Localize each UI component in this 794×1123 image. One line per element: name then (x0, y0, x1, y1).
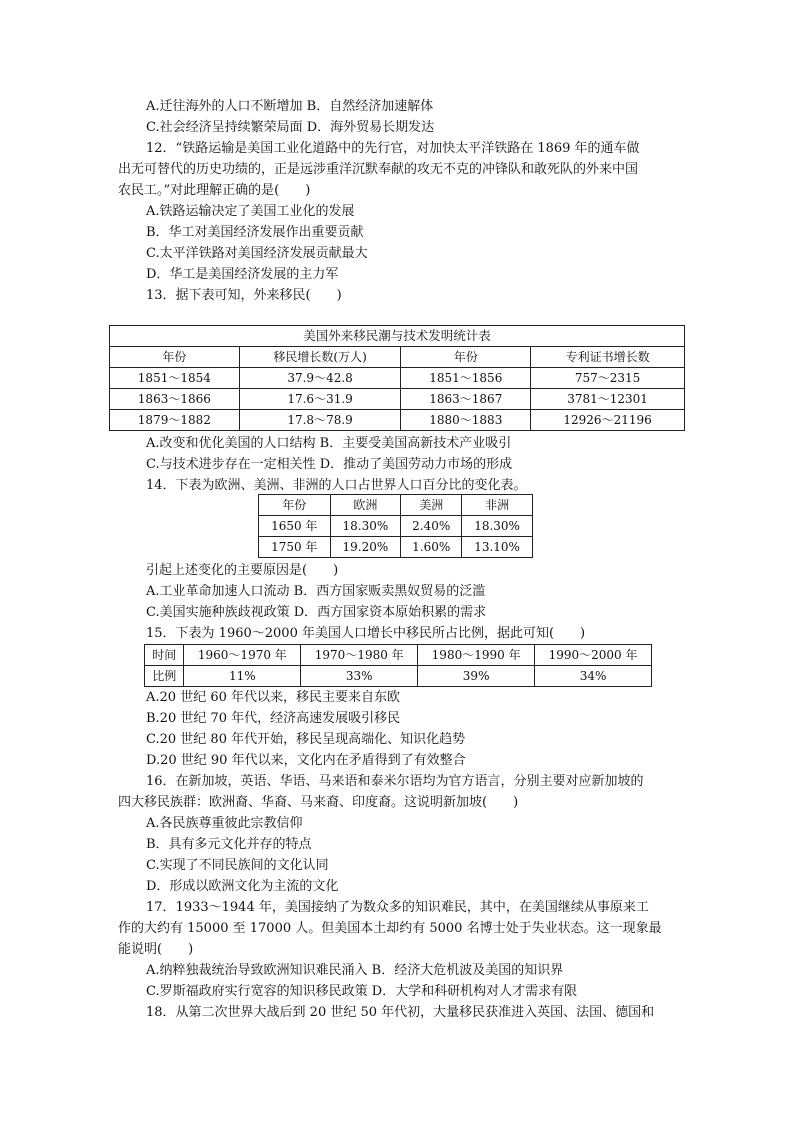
table-header-cell: 美洲 (401, 495, 462, 516)
table-cell: 11% (184, 666, 301, 687)
table-cell: 37.9～42.8 (239, 368, 401, 389)
q17-stem-line2: 作的大约有 15000 至 17000 人。但美国本土却约有 5000 名博士处于失业状态。这一现象最 (118, 921, 662, 936)
table-cell: 33% (301, 666, 418, 687)
table-header-cell: 时间 (145, 645, 184, 666)
table-header-cell: 非洲 (462, 495, 533, 516)
population-share-table (258, 494, 533, 558)
table-header-cell: 欧洲 (330, 495, 401, 516)
table-cell: 17.8～78.9 (239, 410, 401, 431)
table-cell: 19.20% (330, 537, 401, 558)
q15-option-b: B.20 世纪 70 年代，经济高速发展吸引移民 (146, 711, 401, 726)
q12-option-c: C.太平洋铁路对美国经济发展贡献最大 (146, 246, 368, 261)
q11-options-ab: A.迁往海外的人口不断增加 B．自然经济加速解体 (146, 99, 434, 114)
table-row (110, 368, 685, 389)
table-header-cell: 年份 (401, 347, 531, 368)
immigration-ratio-table (144, 644, 652, 687)
q17-stem-line3: 能说明( ) (118, 942, 194, 957)
table-row (110, 410, 685, 431)
q13-stem: 13．据下表可知，外来移民( ) (146, 288, 342, 303)
table-cell: 1851～1854 (110, 368, 240, 389)
q12-option-b: B．华工对美国经济发展作出重要贡献 (146, 225, 364, 240)
q13-options-ab: A.改变和优化美国的人口结构 B．主要受美国高新技术产业吸引 (146, 436, 512, 451)
q17-options-cd: C.罗斯福政府实行宽容的知识移民政策 D．大学和科研机构对人才需求有限 (146, 984, 578, 999)
table-caption: 美国外来移民潮与技术发明统计表 (110, 326, 685, 347)
table-row (145, 666, 652, 687)
table-cell: 1851～1856 (401, 368, 531, 389)
table-cell: 39% (418, 666, 535, 687)
immigration-patent-table (109, 325, 685, 431)
table-cell: 1880～1883 (401, 410, 531, 431)
table-header-row (145, 645, 652, 666)
table-row (259, 537, 533, 558)
q15-stem: 15．下表为 1960～2000 年美国人口增长中移民所占比例，据此可知( ) (146, 626, 586, 641)
q12-option-a: A.铁路运输决定了美国工业化的发展 (146, 204, 355, 219)
q14-question: 引起上述变化的主要原因是( ) (146, 563, 339, 578)
q12-option-d: D．华工是美国经济发展的主力军 (146, 267, 339, 282)
table-cell: 12926～21196 (531, 410, 685, 431)
table-header-row (110, 347, 685, 368)
q14-options-ab: A.工业革命加速人口流动 B．西方国家贩卖黑奴贸易的泛滥 (146, 584, 486, 599)
table-cell: 757～2315 (531, 368, 685, 389)
q14-stem: 14．下表为欧洲、美洲、非洲的人口占世界人口百分比的变化表。 (146, 478, 527, 493)
table-header-cell: 移民增长数(万人) (239, 347, 401, 368)
table-cell: 2.40% (401, 516, 462, 537)
q18-stem-line1: 18．从第二次世界大战后到 20 世纪 50 年代初，大量移民获准进入英国、法国、德国和 (146, 1005, 655, 1020)
table-header-row (259, 495, 533, 516)
table-cell: 18.30% (330, 516, 401, 537)
table-header-cell: 1970～1980 年 (301, 645, 418, 666)
q16-option-a: A.各民族尊重彼此宗教信仰 (146, 816, 303, 831)
q16-option-d: D．形成以欧洲文化为主流的文化 (146, 879, 339, 894)
table-cell: 3781～12301 (531, 389, 685, 410)
table-cell: 13.10% (462, 537, 533, 558)
table-header-cell: 年份 (110, 347, 240, 368)
table-header-cell: 专利证书增长数 (531, 347, 685, 368)
q15-option-a: A.20 世纪 60 年代以来，移民主要来自东欧 (146, 690, 401, 705)
table-cell: 17.6～31.9 (239, 389, 401, 410)
table-header-cell: 年份 (259, 495, 331, 516)
table-cell: 1.60% (401, 537, 462, 558)
table-cell: 1750 年 (259, 537, 331, 558)
q16-stem-line1: 16．在新加坡，英语、华语、马来语和泰米尔语均为官方语言，分别主要对应新加坡的 (146, 774, 644, 789)
q12-stem-line3: 农民工。”对此理解正确的是( ) (118, 183, 311, 198)
table-row (259, 516, 533, 537)
q15-option-c: C.20 世纪 80 年代开始，移民呈现高端化、知识化趋势 (146, 732, 466, 747)
table-header-cell: 1990～2000 年 (535, 645, 652, 666)
table-cell: 1650 年 (259, 516, 331, 537)
q13-options-cd: C.与技术进步存在一定相关性 D．推动了美国劳动力市场的形成 (146, 457, 513, 472)
table-cell: 1863～1866 (110, 389, 240, 410)
table-cell: 1879～1882 (110, 410, 240, 431)
q14-options-cd: C.美国实施种族歧视政策 D．西方国家资本原始积累的需求 (146, 605, 487, 620)
q17-options-ab: A.纳粹独裁统治导致欧洲知识难民涌入 B．经济大危机波及美国的知识界 (146, 963, 564, 978)
q12-stem-line1: 12．“铁路运输是美国工业化道路中的先行官，对加快太平洋铁路在 1869 年的通车做 (146, 141, 640, 156)
q16-option-c: C.实现了不同民族间的文化认同 (146, 858, 329, 873)
table-cell: 18.30% (462, 516, 533, 537)
table-cell: 比例 (145, 666, 184, 687)
q11-options-cd: C.社会经济呈持续繁荣局面 D．海外贸易长期发达 (146, 120, 435, 135)
q12-stem-line2: 出无可替代的历史功绩的，正是远涉重洋沉默奉献的攻无不克的冲锋队和敢死队的外来中国 (118, 162, 639, 177)
table-cell: 34% (535, 666, 652, 687)
table-cell: 1863～1867 (401, 389, 531, 410)
q16-stem-line2: 四大移民族群：欧洲裔、华裔、马来裔、印度裔。这说明新加坡( ) (118, 795, 519, 810)
q17-stem-line1: 17．1933～1944 年，美国接纳了为数众多的知识难民，其中，在美国继续从事原来工 (146, 900, 649, 915)
q15-option-d: D.20 世纪 90 年代以来，文化内在矛盾得到了有效整合 (146, 753, 466, 768)
table-row (110, 389, 685, 410)
table-header-cell: 1960～1970 年 (184, 645, 301, 666)
q16-option-b: B．具有多元文化并存的特点 (146, 837, 312, 852)
table-header-cell: 1980～1990 年 (418, 645, 535, 666)
